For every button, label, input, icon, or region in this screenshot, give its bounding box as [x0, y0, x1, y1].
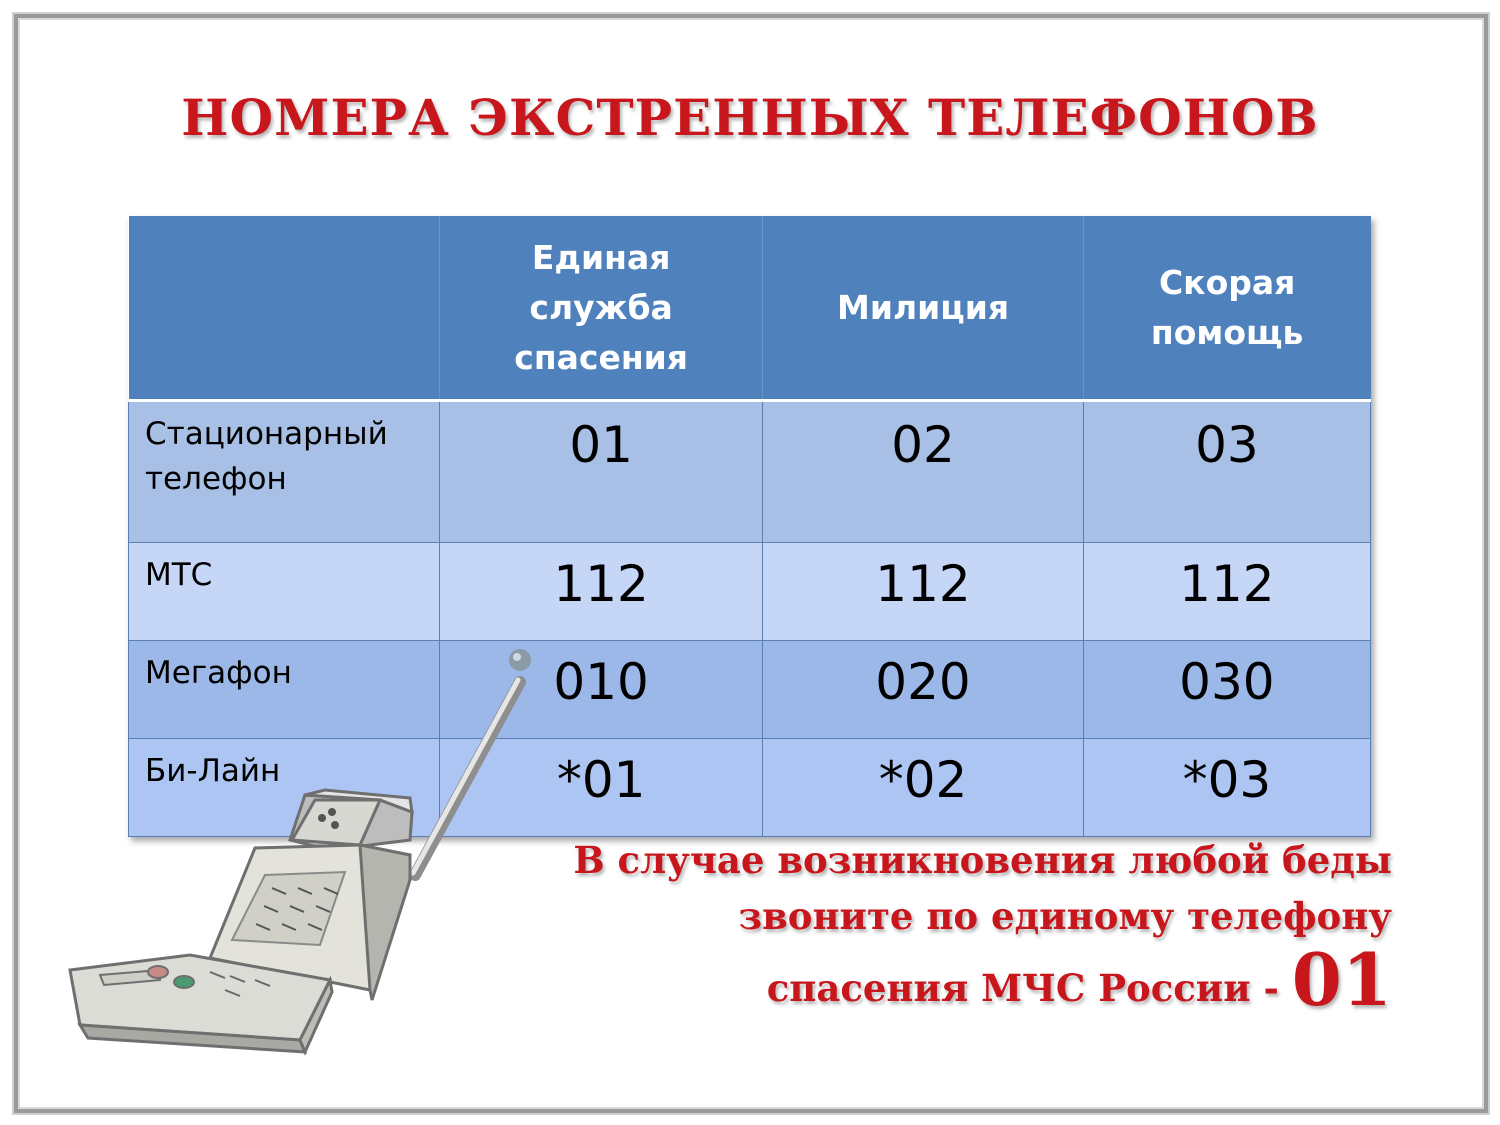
- number-cell: 112: [440, 543, 763, 641]
- header-line: спасения: [514, 337, 688, 377]
- number-cell: 02: [763, 401, 1084, 543]
- header-rescue-service: [440, 216, 763, 401]
- number-cell: 030: [1083, 641, 1370, 739]
- row-label-megafon: Мегафон: [129, 641, 440, 739]
- number-cell: *01: [440, 739, 763, 837]
- header-line: Милиция: [837, 287, 1010, 327]
- row-label-line: телефон: [145, 461, 287, 497]
- table-row: [129, 543, 1371, 641]
- table-row: [129, 401, 1371, 543]
- number-cell: 112: [763, 543, 1084, 641]
- footer-line-1: В случае возникновения любой беды: [573, 838, 1392, 882]
- number-cell: 020: [763, 641, 1084, 739]
- header-line: Скорая: [1158, 262, 1296, 302]
- row-label-mts: МТС: [129, 543, 440, 641]
- number-cell: *03: [1083, 739, 1370, 837]
- row-label-beeline: Би-Лайн: [129, 739, 440, 837]
- header-ambulance: [1083, 216, 1370, 401]
- number-cell: *02: [763, 739, 1084, 837]
- mobile-phone-illustration-icon: [60, 640, 600, 1060]
- number-cell: 01: [440, 401, 763, 543]
- row-label-line: Стационарный: [145, 416, 388, 452]
- header-line: служба: [529, 287, 673, 327]
- footer-line-3-text: спасения МЧС России -: [766, 966, 1292, 1010]
- table-header-row: [129, 216, 1371, 401]
- footer-line-2: звоните по единому телефону: [738, 894, 1392, 938]
- page-title: НОМЕРА ЭКСТРЕННЫХ ТЕЛЕФОНОВ: [181, 88, 1319, 147]
- header-line: Единая: [531, 237, 671, 277]
- header-line: помощь: [1150, 312, 1304, 352]
- number-cell: 112: [1083, 543, 1370, 641]
- number-cell: 03: [1083, 401, 1370, 543]
- footer-line-3: [766, 937, 1392, 1022]
- row-label-landline: [129, 401, 440, 543]
- emergency-number: 01: [1291, 937, 1392, 1022]
- header-police: [763, 216, 1084, 401]
- number-cell: 010: [440, 641, 763, 739]
- call-instruction: [573, 832, 1392, 1022]
- header-empty-cell: [129, 216, 440, 401]
